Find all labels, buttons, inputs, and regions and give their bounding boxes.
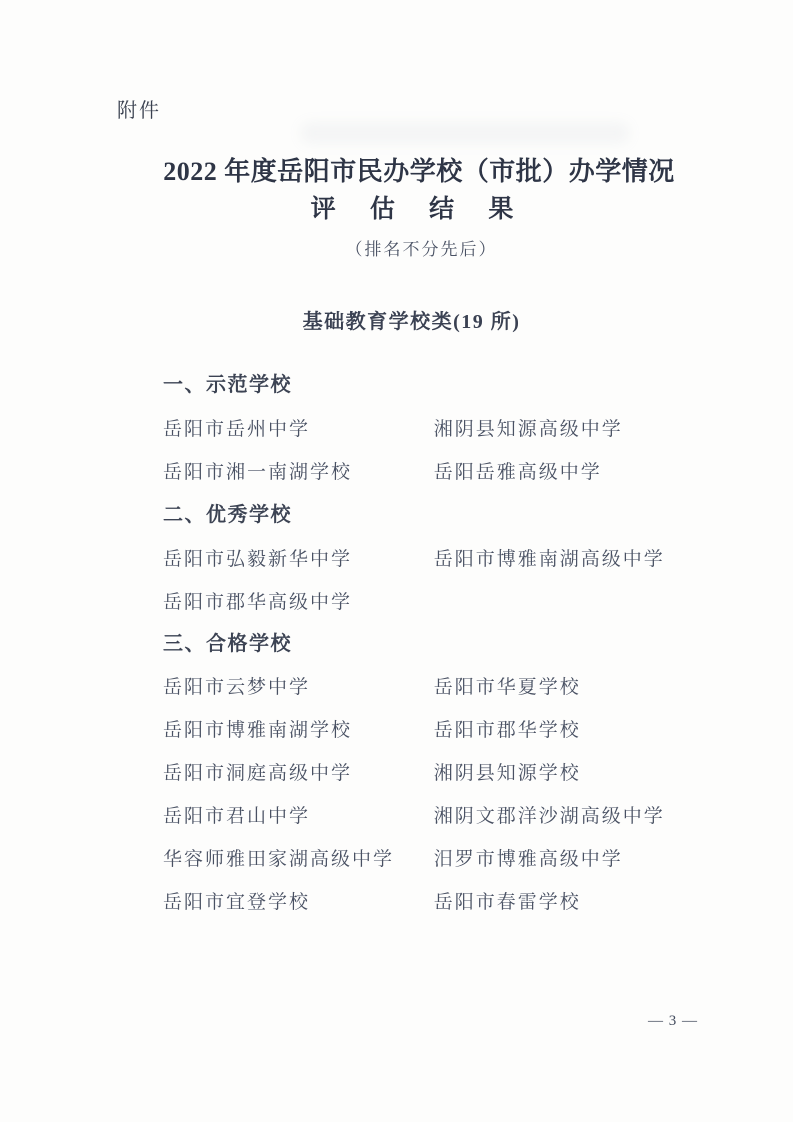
school-name: 岳阳市博雅南湖高级中学 <box>433 549 665 570</box>
school-name: 湘阴县知源高级中学 <box>433 419 623 440</box>
school-row <box>163 848 793 872</box>
school-name: 湘阴县知源学校 <box>433 763 581 784</box>
section-heading-3: 三、合格学校 <box>163 633 292 655</box>
school-name: 岳阳市郡华学校 <box>433 720 581 741</box>
school-name: 岳阳市郡华高级中学 <box>163 592 353 613</box>
school-name: 岳阳市弘毅新华中学 <box>163 549 353 570</box>
school-name: 岳阳市湘一南湖学校 <box>163 462 353 483</box>
school-row <box>163 461 793 485</box>
document-title-line1: 2022 年度岳阳市民办学校（市批）办学情况 <box>163 157 675 186</box>
scan-artifact <box>300 122 630 144</box>
school-name: 岳阳市宜登学校 <box>163 892 311 913</box>
school-row <box>163 548 793 572</box>
school-row <box>163 719 793 743</box>
school-name: 岳阳市洞庭高级中学 <box>163 763 353 784</box>
school-row <box>163 762 793 786</box>
document-subtitle: （排名不分先后） <box>345 240 498 259</box>
category-header: 基础教育学校类(19 所) <box>302 311 521 333</box>
school-row <box>163 418 793 442</box>
attachment-label: 附件 <box>117 100 161 122</box>
school-row <box>163 591 793 615</box>
school-name: 岳阳市君山中学 <box>163 806 311 827</box>
section-heading-1: 一、示范学校 <box>163 374 292 396</box>
school-row <box>163 676 793 700</box>
school-name: 岳阳市春雷学校 <box>433 892 581 913</box>
school-name: 岳阳市华夏学校 <box>433 677 581 698</box>
school-name: 华容师雅田家湖高级中学 <box>163 849 395 870</box>
school-name: 岳阳市云梦中学 <box>163 677 311 698</box>
page-number: — 3 — <box>648 1013 698 1029</box>
school-name: 湘阴文郡洋沙湖高级中学 <box>433 806 665 827</box>
document-title-line2: 评 估 结 果 <box>310 196 528 223</box>
school-row <box>163 805 793 829</box>
section-heading-2: 二、优秀学校 <box>163 504 292 526</box>
school-row <box>163 891 793 915</box>
school-name: 汨罗市博雅高级中学 <box>433 849 623 870</box>
school-name: 岳阳市岳州中学 <box>163 419 311 440</box>
school-name: 岳阳市博雅南湖学校 <box>163 720 353 741</box>
school-name: 岳阳岳雅高级中学 <box>433 462 602 483</box>
